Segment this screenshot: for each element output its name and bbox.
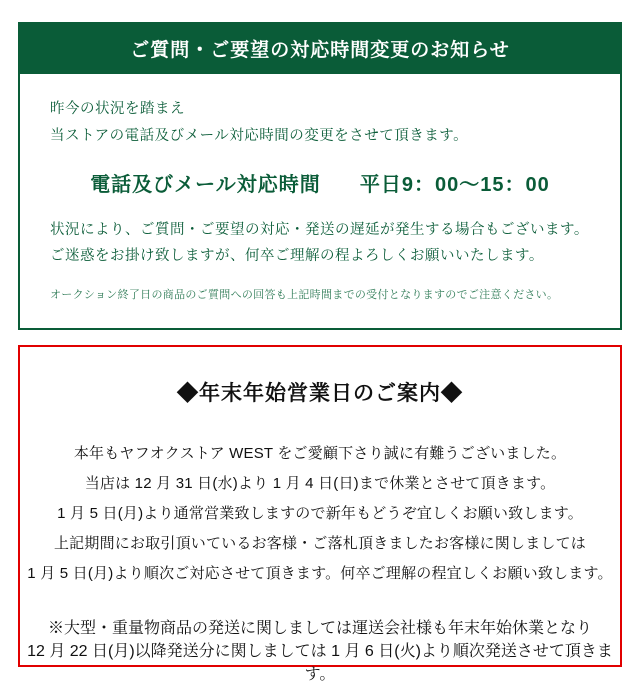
notice-line: 上記期間にお取引頂いているお客様・ご落札頂きましたお客様に関しましては	[53, 535, 586, 552]
notice-line: 昨今の状況を踏まえ	[50, 101, 185, 117]
notice-line: 当店は 12 月 31 日(水)より 1 月 4 日(日)まで休業とさせて頂きます。	[84, 475, 556, 492]
notice-line: ※大型・重量物商品の発送に関しましては運送会社様も年末年始休業となり	[47, 620, 592, 637]
contact-hours-value: 平日9：00〜15：00	[359, 173, 550, 196]
holiday-schedule-paragraph-1	[20, 439, 620, 589]
notice-line: ご迷惑をお掛け致しますが、何卒ご理解の程よろしくお願いいたします。	[50, 248, 544, 265]
notice-line: 状況により、ご質問・ご要望の対応・発送の遅延が発生する場合もございます。	[50, 221, 589, 238]
holiday-schedule-title: ◆年末年始営業日のご案内◆	[177, 382, 463, 405]
notice-line: 12 月 22 日(月)以降発送分に関しましては 1 月 6 日(火)より順次発送させて頂きます。	[27, 643, 613, 683]
operating-hours-notice	[18, 22, 622, 330]
contact-hours-row	[50, 168, 590, 197]
operating-hours-notice-header: ご質問・ご要望の対応時間変更のお知らせ	[20, 24, 620, 74]
contact-hours-label: 電話及びメール対応時間	[90, 173, 321, 196]
operating-hours-notice-body	[20, 74, 620, 328]
notice-line: 当ストアの電話及びメール対応時間の変更をさせて頂きます。	[50, 127, 469, 144]
notice-line: 1 月 5 日(月)より通常営業致しますので新年もどうぞ宜しくお願い致します。	[57, 505, 583, 522]
notice-line: 1 月 5 日(月)より順次ご対応させて頂きます。何卒ご理解の程宜しくお願い致します。	[27, 565, 613, 582]
notice-line: 本年もヤフオクストア WEST をご愛顧下さり誠に有難うございました。	[73, 445, 567, 462]
holiday-schedule-paragraph-2	[20, 615, 620, 684]
notice-footnote: オークション終了日の商品のご質問への回答も上記時間までの受付となりますのでご注意ください。	[50, 289, 559, 302]
holiday-schedule-notice	[18, 345, 622, 683]
